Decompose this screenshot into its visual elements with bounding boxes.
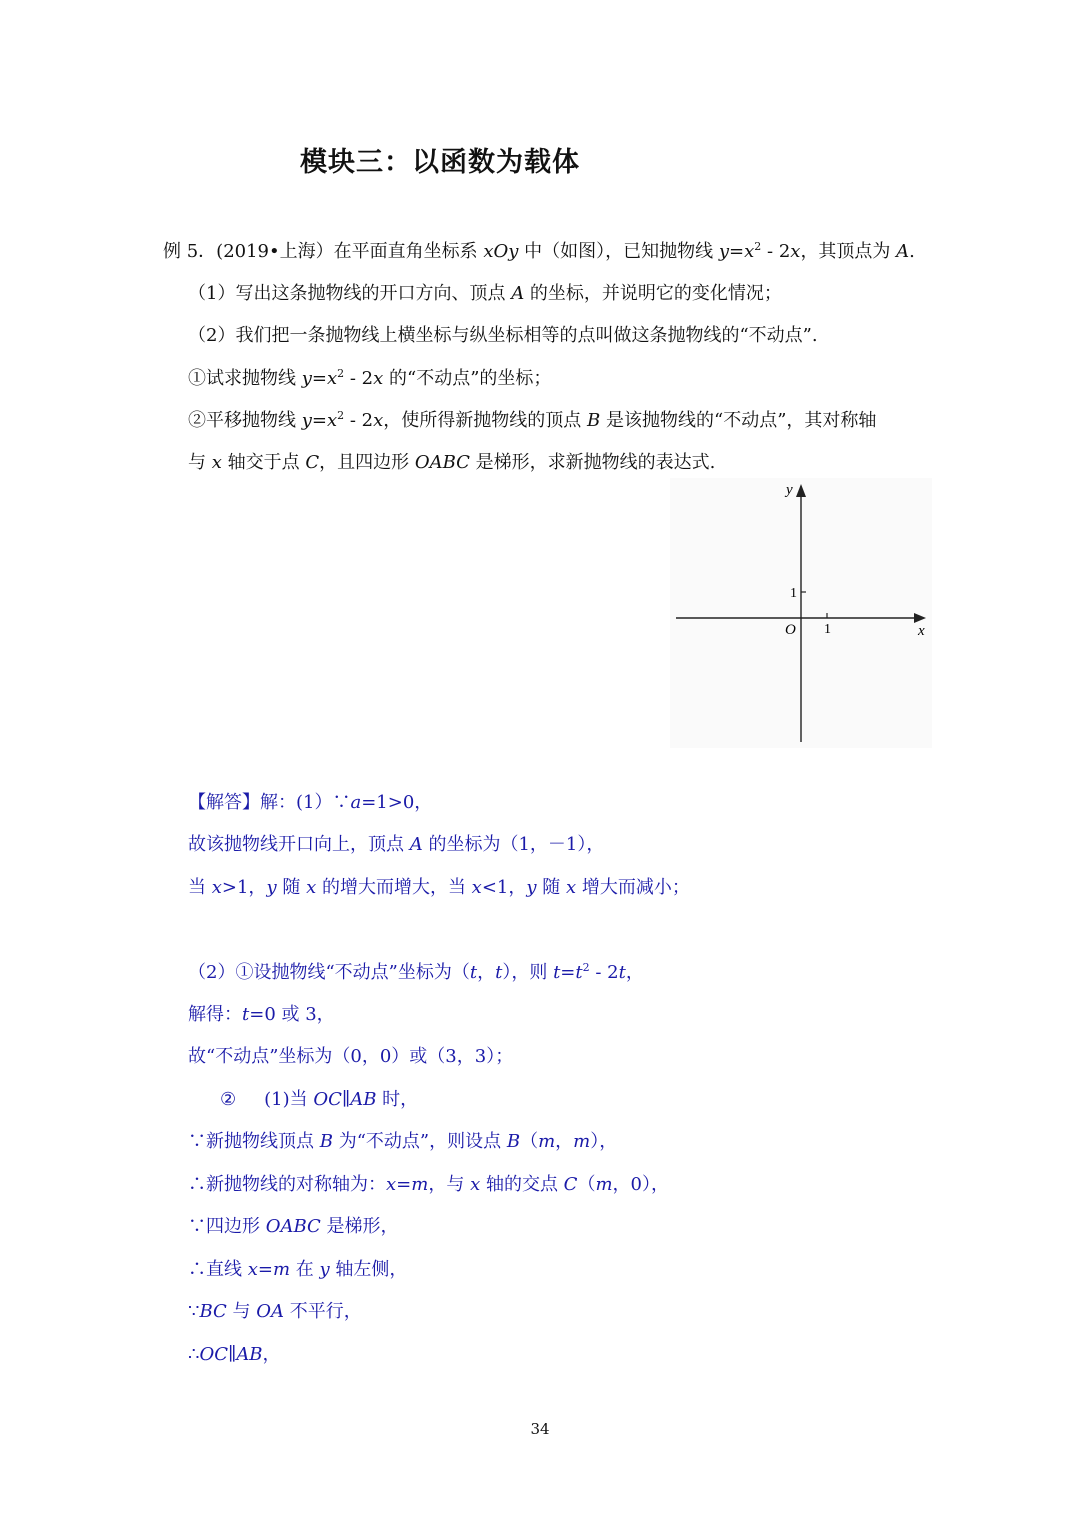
problem-intro: 例 5．(2019•上海）在平面直角坐标系 xOy 中（如图），已知抛物线 $y=x^2 - 2x$，其顶点为 A. — [163, 240, 915, 262]
section-title: 模块三：以函数为载体 — [300, 147, 580, 178]
answer-line-9: ∴新抛物线的对称轴为：x=m，与 x 轴的交点 C（m，0）， — [188, 1174, 669, 1195]
problem-sub-2: ②平移抛物线 $y=x^2 - 2x$，使所得新抛物线的顶点 B 是该抛物线的“不动点”，其对称轴 — [188, 409, 877, 431]
problem-part-1: （1）写出这条抛物线的开口方向、顶点 A 的坐标，并说明它的变化情况； — [188, 283, 782, 304]
answer-line-7: ② (1)当 OC∥AB 时， — [220, 1089, 419, 1110]
x-tick-label: 1 — [824, 622, 831, 637]
answer-line-11: ∴直线 x=m 在 y 轴左侧， — [188, 1259, 408, 1280]
y-tick-label: 1 — [790, 586, 797, 601]
answer-line-6: 故“不动点”坐标为（0，0）或（3，3）； — [188, 1046, 514, 1067]
answer-line-2: 故该抛物线开口向上，顶点 A 的坐标为（1，－1）， — [188, 834, 605, 855]
x-axis-label: x — [918, 623, 925, 639]
y-axis-label: y — [786, 482, 793, 498]
answer-line-10: ∵四边形 OABC 是梯形， — [188, 1216, 399, 1237]
origin-label: O — [785, 622, 796, 638]
page-number: 34 — [530, 1420, 550, 1438]
answer-line-1: 【解答】解：(1）∵a=1>0， — [188, 792, 433, 813]
problem-sub-1: ①试求抛物线 $y=x^2 - 2x$ 的“不动点”的坐标； — [188, 367, 552, 389]
answer-line-8: ∵新抛物线顶点 B 为“不动点”，则设点 B（m，m）， — [188, 1131, 618, 1152]
answer-line-13: ∴OC∥AB， — [188, 1344, 281, 1365]
coordinate-axes-figure — [670, 478, 932, 748]
answer-line-4: （2）①设抛物线“不动点”坐标为（t，t），则 $t=t^2 - 2t$， — [188, 961, 644, 983]
answer-line-5: 解得：t=0 或 3， — [188, 1004, 335, 1025]
answer-line-3: 当 x>1，y 随 x 的增大而增大，当 x<1，y 随 x 增大而减小； — [188, 877, 690, 898]
answer-line-12: ∵BC 与 OA 不平行， — [188, 1301, 362, 1322]
problem-part-2: （2）我们把一条抛物线上横坐标与纵坐标相等的点叫做这条抛物线的“不动点”. — [188, 325, 818, 346]
problem-sub-2-continued: 与 x 轴交于点 C，且四边形 OABC 是梯形，求新抛物线的表达式. — [188, 452, 716, 473]
answer-label: 【解答】 — [188, 792, 260, 813]
